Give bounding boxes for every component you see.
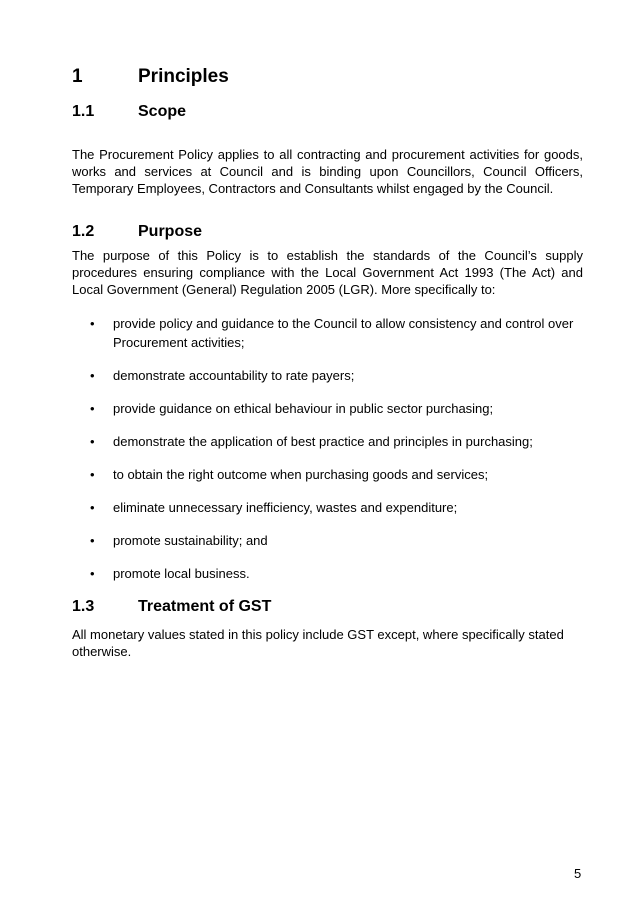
scope-paragraph: The Procurement Policy applies to all contracting and procurement activities for goods, works and services at Council and is binding upon Councillors, Council Officers, Temporary Employees, Contractors and Consultants whilst engaged by the Council.: [72, 147, 583, 196]
bullet-icon: •: [90, 566, 95, 581]
list-item-text: promote sustainability; and: [113, 533, 268, 548]
section-title: Scope: [138, 103, 187, 120]
section-title: Principles: [138, 66, 229, 87]
list-item-text: demonstrate accountability to rate payers;: [113, 368, 355, 383]
list-item: [72, 432, 583, 451]
section-number: 1.2: [72, 223, 95, 240]
bullet-icon: •: [90, 368, 95, 383]
list-item-text: promote local business.: [113, 566, 250, 581]
list-item-text: provide policy and guidance to the Council to allow consistency and control over Procurement activities;: [113, 316, 574, 350]
list-item-text: eliminate unnecessary inefficiency, wastes and expenditure;: [113, 500, 458, 515]
list-item-text: demonstrate the application of best practice and principles in purchasing;: [113, 434, 533, 449]
list-item-text: to obtain the right outcome when purchasing goods and services;: [113, 467, 489, 482]
section-title: Treatment of GST: [138, 598, 272, 615]
list-item: [72, 465, 583, 484]
list-item-text: provide guidance on ethical behaviour in public sector purchasing;: [113, 401, 494, 416]
bullet-icon: •: [90, 316, 95, 331]
section-number: 1: [72, 66, 83, 87]
list-item: [72, 366, 583, 385]
purpose-paragraph: The purpose of this Policy is to establish the standards of the Council’s supply procedures ensuring compliance with the Local Government Act 1993 (The Act) and Local Government (General) Regulation 2005 (LGR). More specifically to:: [72, 248, 583, 297]
bullet-icon: •: [90, 500, 95, 515]
section-number: 1.3: [72, 598, 95, 615]
list-item: [72, 314, 583, 352]
list-item: [72, 531, 583, 550]
list-item: [72, 399, 583, 418]
section-number: 1.1: [72, 103, 95, 120]
list-item: [72, 498, 583, 517]
section-title: Purpose: [138, 223, 203, 240]
bullet-icon: •: [90, 401, 95, 416]
bullet-icon: •: [90, 434, 95, 449]
purpose-bullet-list: [72, 314, 583, 597]
bullet-icon: •: [90, 533, 95, 548]
page-number: 5: [574, 866, 582, 881]
gst-paragraph: All monetary values stated in this policy include GST except, where specifically stated otherwise.: [72, 627, 564, 659]
list-item: [72, 564, 583, 583]
bullet-icon: •: [90, 467, 95, 482]
